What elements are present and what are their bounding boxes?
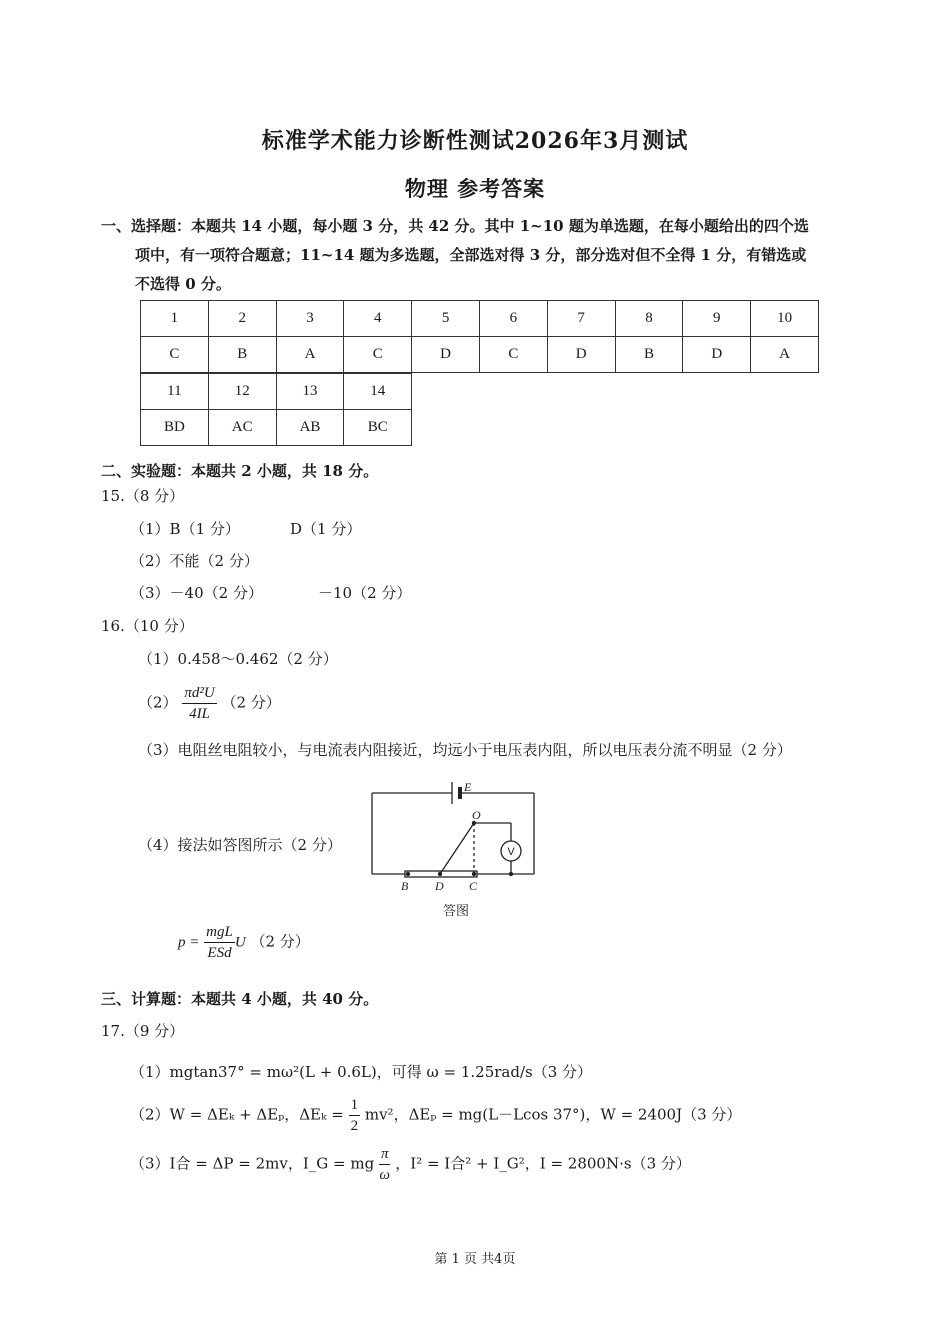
q16-answer-1: （1）0.458～0.462（2 分）: [138, 650, 338, 668]
table-cell: 12: [208, 374, 276, 410]
section1-instructions-line3: 不选得 0 分。: [135, 275, 231, 293]
table-cell: 3: [276, 301, 344, 337]
label-c: C: [469, 879, 478, 893]
page-subtitle: 物理 参考答案: [404, 176, 546, 201]
q15-answer-1: （1）B（1 分）: [130, 520, 240, 538]
answer-table-single: [140, 300, 819, 373]
table-cell: 13: [276, 374, 344, 410]
fraction-numerator: 1: [349, 1095, 361, 1116]
table-cell: 11: [141, 374, 209, 410]
formula-tail: U: [234, 934, 246, 951]
fraction-denominator: 4IL: [189, 706, 210, 722]
table-cell: 14: [344, 374, 412, 410]
table-cell: D: [547, 337, 615, 373]
figure-caption: 答图: [443, 904, 470, 919]
label-d: D: [435, 879, 444, 893]
q16-answer-2-prefix: （2）: [138, 693, 178, 712]
node-right: [509, 872, 513, 876]
q16-answer-2: [138, 683, 281, 724]
fraction-denominator: ω: [379, 1167, 391, 1183]
table-cell: 10: [751, 301, 819, 337]
formula-fraction: [204, 922, 235, 963]
q17-answer-2-fraction: [349, 1095, 361, 1136]
table-cell: 8: [615, 301, 683, 337]
q16-label: 16.（10 分）: [101, 617, 194, 635]
q17-label: 17.（9 分）: [101, 1022, 185, 1040]
node-c: [472, 872, 476, 876]
q15-answer-3b: －10（2 分）: [318, 584, 412, 602]
answer-table-answer-row: [141, 410, 412, 446]
answer-table-answer-row: [141, 337, 819, 373]
answer-table-number-row: [141, 301, 819, 337]
wire-slider: [440, 823, 474, 874]
q16-answer-3: （3）电阻丝电阻较小，与电流表内阻接近，均远小于电压表内阻，所以电压表分流不明显（2 分）: [138, 741, 792, 759]
q17-answer-2: [130, 1095, 741, 1136]
q15-answer-1b: D（1 分）: [290, 520, 362, 538]
q17-answer-2-suffix: mv²，ΔEₚ = mg(L－Lcos 37°)，W = 2400J（3 分）: [364, 1105, 742, 1124]
table-cell: 9: [683, 301, 751, 337]
table-cell: A: [276, 337, 344, 373]
table-cell: 4: [344, 301, 412, 337]
formula-score: （2 分）: [250, 932, 310, 951]
q15-label: 15.（8 分）: [101, 487, 185, 505]
table-cell: 7: [547, 301, 615, 337]
table-cell: AC: [208, 410, 276, 446]
formula-lhs: p =: [178, 934, 200, 951]
section3-heading: 三、计算题：本题共 4 小题，共 40 分。: [101, 990, 379, 1008]
page-footer: 第 1 页 共4页: [434, 1252, 516, 1267]
q15-answer-2: （2）不能（2 分）: [130, 552, 259, 570]
q17-answer-3-fraction: [379, 1144, 391, 1185]
table-cell: 1: [141, 301, 209, 337]
table-cell: B: [208, 337, 276, 373]
q17-answer-2-prefix: （2）W = ΔEₖ + ΔEₚ，ΔEₖ =: [130, 1105, 344, 1124]
table-cell: C: [479, 337, 547, 373]
table-cell: D: [412, 337, 480, 373]
q16-pressure-formula: [178, 922, 310, 963]
table-cell: C: [344, 337, 412, 373]
answer-table-multi: [140, 373, 412, 446]
fraction-denominator: 2: [350, 1118, 359, 1134]
q15-answer-3: （3）－40（2 分）: [130, 584, 263, 602]
node-d: [438, 872, 442, 876]
label-e: E: [464, 780, 472, 794]
q16-answer-4: （4）接法如答图所示（2 分）: [138, 836, 342, 854]
q16-answer-2-fraction: [182, 683, 216, 724]
section2-heading: 二、实验题：本题共 2 小题，共 18 分。: [101, 462, 379, 480]
label-b: B: [401, 879, 409, 893]
table-cell: 5: [412, 301, 480, 337]
table-cell: 2: [208, 301, 276, 337]
section1-instructions-line1: 一、选择题：本题共 14 小题，每小题 3 分，共 42 分。其中 1~10 题为单选题，在每小题给出的四个选: [101, 217, 809, 235]
fraction-numerator: πd²U: [182, 683, 216, 704]
label-v: V: [507, 846, 515, 858]
node-b: [406, 872, 410, 876]
table-cell: BD: [141, 410, 209, 446]
label-o: O: [472, 808, 481, 822]
q17-answer-1: （1）mgtan37° = mω²(L + 0.6L)，可得 ω = 1.25rad/s（3 分）: [130, 1063, 593, 1081]
fraction-denominator: ESd: [207, 945, 232, 961]
q17-answer-3-suffix: ，I² = I合² + I_G²，I = 2800N·s（3 分）: [395, 1154, 691, 1173]
section1-instructions-line2: 项中，有一项符合题意；11~14 题为多选题，全部选对得 3 分，部分选对但不全得 1 分，有错选或: [135, 246, 807, 264]
table-cell: B: [615, 337, 683, 373]
table-cell: A: [751, 337, 819, 373]
fraction-numerator: mgL: [204, 922, 235, 943]
q17-answer-3-prefix: （3）I合 = ΔP = 2mv，I_G = mg: [130, 1154, 375, 1173]
table-cell: BC: [344, 410, 412, 446]
circuit-diagram: [360, 775, 550, 895]
table-cell: 6: [479, 301, 547, 337]
page-title: 标准学术能力诊断性测试2026年3月测试: [261, 128, 689, 154]
fraction-numerator: π: [379, 1144, 391, 1165]
q17-answer-3: [130, 1144, 691, 1185]
table-cell: D: [683, 337, 751, 373]
table-cell: C: [141, 337, 209, 373]
q16-answer-2-score: （2 分）: [221, 693, 281, 712]
answer-table-number-row: [141, 374, 412, 410]
table-cell: AB: [276, 410, 344, 446]
